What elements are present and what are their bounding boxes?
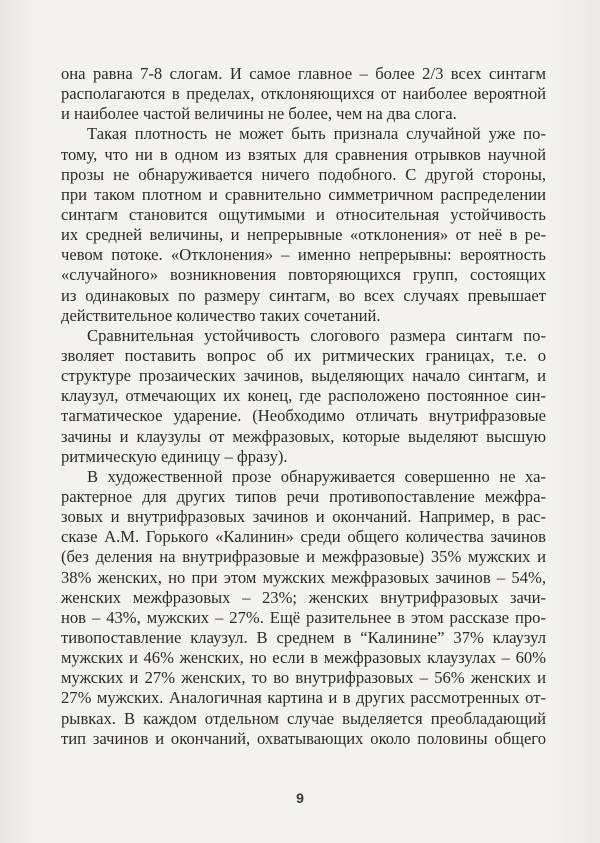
text-line: 27% мужских. Аналогичная картина и в других рассмотренных от- <box>61 688 546 708</box>
paragraph <box>61 64 546 124</box>
body-text <box>61 64 546 749</box>
text-line: женских межфразовых – 23%; женских внутрифразовых зачи- <box>61 587 546 607</box>
text-line: структуре прозаических зачинов, выделяющих начало синтагм, и <box>61 366 546 386</box>
text-line: 38% женских, но при этом мужских межфразовых зачинов – 54%, <box>61 567 546 587</box>
text-line: мужских и 27% женских, то во внутрифразовых – 56% женских и <box>61 668 546 688</box>
text-line: тивопоставление клаузул. В среднем в “Калинине” 37% клаузул <box>61 627 546 647</box>
text-line: рывках. В каждом отдельном случае выделяется преобладающий <box>61 708 546 728</box>
text-line: тому, что ни в одном из взятых для сравнения отрывков научной <box>61 144 546 164</box>
text-line: прозы не обнаруживается ничего подобного. С другой стороны, <box>61 164 546 184</box>
text-line: клаузул, отмечающих их конец, где расположено постоянное син- <box>61 386 546 406</box>
text-line: зволяет поставить вопрос об их ритмических границах, т.е. о <box>61 345 546 365</box>
text-line: располагаются в пределах, отклоняющихся от наиболее вероятной <box>61 84 546 104</box>
text-line: их средней величины, и непрерывные «отклонения» от неё в ре- <box>61 225 546 245</box>
text-line: «случайного» возникновения повторяющихся групп, состоящих <box>61 265 546 285</box>
paragraph <box>61 124 546 325</box>
text-line: рактерное для других типов речи противопоставление межфра- <box>61 486 546 506</box>
text-line: синтагм становится ощутимыми и относительная устойчивость <box>61 204 546 224</box>
text-line: зовых и внутрифразовых зачинов и окончаний. Например, в рас- <box>61 507 546 527</box>
text-line: она равна 7-8 слогам. И самое главное – более 2/3 всех синтагм <box>61 64 546 83</box>
text-line: нов – 43%, мужских – 27%. Ещё разительнее в этом рассказе про- <box>61 607 546 627</box>
paragraph <box>61 326 546 467</box>
text-line: при таком плотном и сравнительно симметричном распределении <box>61 184 546 204</box>
text-line: Такая плотность не может быть признала случайной уже по- <box>87 124 546 144</box>
text-line: сказе А.М. Горького «Калинин» среди общего количества зачинов <box>61 527 546 547</box>
text-line: мужских и 46% женских, но если в межфразовых клаузулах – 60% <box>61 648 546 668</box>
text-line: (без деления на внутрифразовые и межфразовые) 35% мужских и <box>61 547 546 567</box>
text-line: и наиболее частой величины не более, чем на два слога. <box>61 104 457 124</box>
text-line: тагматическое ударение. (Необходимо отличать внутрифразовые <box>61 406 546 426</box>
text-line: действительное количество таких сочетаний. <box>61 305 381 325</box>
text-line: зачины и клаузулы от межфразовых, которые выделяют высшую <box>61 426 546 446</box>
text-line: В художественной прозе обнаруживается совершенно не ха- <box>87 466 546 486</box>
text-line: тип зачинов и окончаний, охватывающих около половины общего <box>61 728 546 748</box>
text-line: Сравнительная устойчивость слогового размера синтагм по- <box>87 325 546 345</box>
text-line: чевом потоке. «Отклонения» – именно непрерывны: вероятность <box>61 245 546 265</box>
page-number: 9 <box>296 790 304 806</box>
text-line: ритмическую единицу – фразу). <box>61 446 288 466</box>
paragraph <box>61 467 546 749</box>
text-line: из одинаковых по размеру синтагм, во всех случаях превышает <box>61 285 546 305</box>
